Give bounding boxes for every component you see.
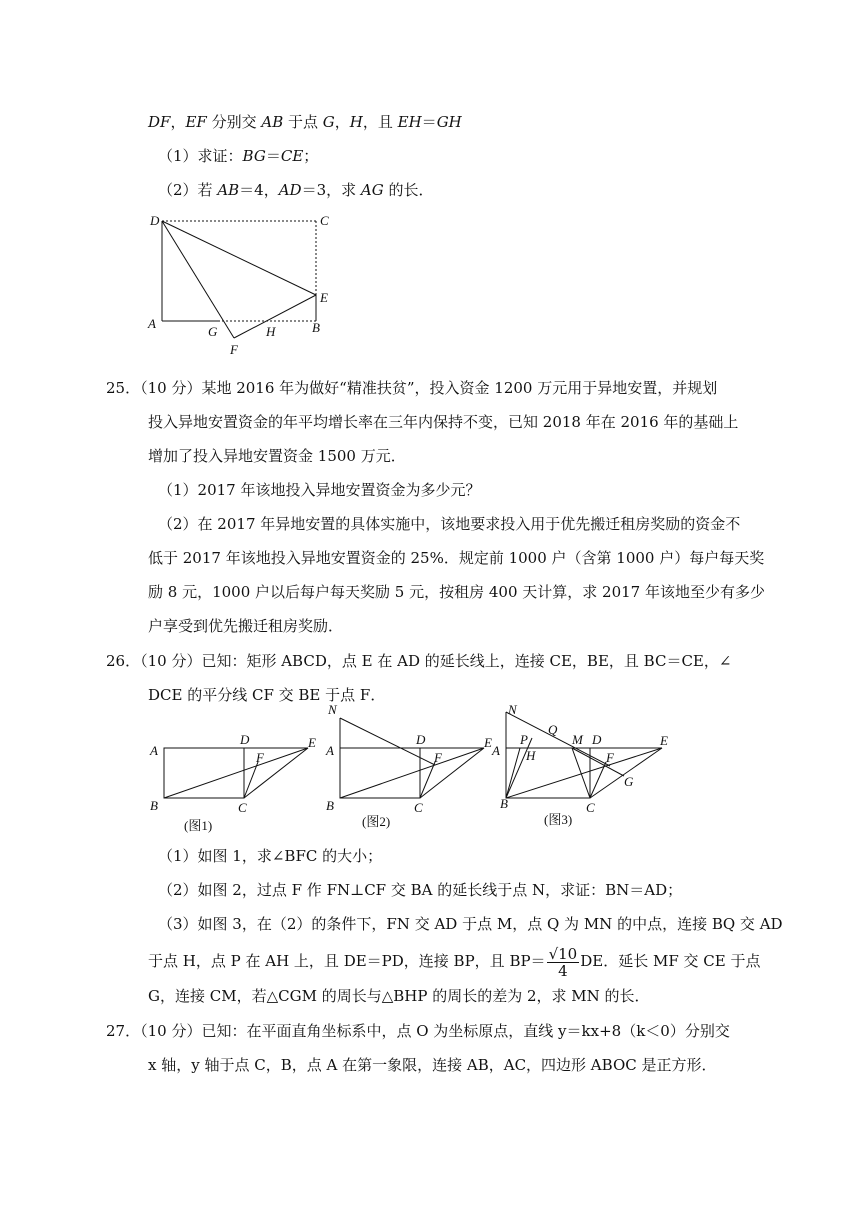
label-D: D bbox=[150, 213, 160, 228]
svg-text:C: C bbox=[238, 800, 247, 815]
svg-text:N: N bbox=[508, 702, 517, 717]
svg-text:B: B bbox=[326, 798, 334, 813]
svg-text:F: F bbox=[434, 750, 442, 765]
svg-text:D: D bbox=[416, 732, 426, 747]
label-F: F bbox=[230, 342, 238, 357]
svg-text:D: D bbox=[592, 732, 602, 747]
svg-text:F: F bbox=[256, 750, 264, 765]
q26-stem2: DCE 的平分线 CF 交 BE 于点 F． bbox=[148, 686, 386, 704]
q26-figures bbox=[140, 700, 720, 835]
svg-text:M: M bbox=[572, 732, 583, 747]
q25-sub2c: 励 8 元，1000 户以后每户每天奖励 5 元，按租房 400 天计算，求 2017 年该地至少有多少 bbox=[148, 583, 765, 601]
label-B: B bbox=[312, 320, 320, 335]
fraction-sqrt10-over-4: $\frac{√10}{4}$ bbox=[548, 944, 578, 980]
q24-sub1: （1）求证：BG＝CE； bbox=[158, 147, 319, 165]
svg-text:D: D bbox=[240, 732, 250, 747]
q26-sub3a: （3）如图 3，在（2）的条件下，FN 交 AD 于点 M，点 Q 为 MN 的中点，连接 BQ 交 AD bbox=[158, 915, 783, 933]
label-G: G bbox=[208, 324, 218, 339]
svg-text:P: P bbox=[520, 732, 528, 747]
label-A: A bbox=[148, 316, 156, 331]
q26-sub3b: 于点 H，点 P 在 AH 上，且 DE＝PD，连接 BP，且 BP＝ $\frac{√10}{4}$ DE．延长 MF 交 CE 于点 bbox=[148, 944, 761, 980]
q27-stem2: x 轴，y 轴于点 C，B，点 A 在第一象限，连接 AB，AC，四边形 ABOC 是正方形． bbox=[148, 1056, 717, 1074]
svg-text:E: E bbox=[660, 733, 668, 748]
q24-sub2: （2）若 AB＝4，AD＝3，求 AG 的长． bbox=[158, 181, 434, 199]
q26-sub2: （2）如图 2，过点 F 作 FN⊥CF 交 BA 的延长线于点 N，求证：BN＝AD； bbox=[158, 881, 683, 899]
q24-figure bbox=[140, 205, 340, 360]
svg-text:G: G bbox=[624, 774, 634, 789]
q26-stem1: 26．（10 分）已知：矩形 ABCD，点 E 在 AD 的延长线上，连接 CE，BE，且 BC＝CE，∠ bbox=[106, 652, 732, 670]
svg-text:(图3): (图3) bbox=[544, 812, 573, 827]
svg-text:B: B bbox=[500, 796, 508, 811]
svg-text:E: E bbox=[484, 735, 492, 750]
svg-text:A: A bbox=[492, 743, 500, 758]
q25-stem2: 投入异地安置资金的年平均增长率在三年内保持不变，已知 2018 年在 2016 年的基础上 bbox=[148, 413, 739, 431]
q25-sub1: （1）2017 年该地投入异地安置资金为多少元？ bbox=[158, 481, 481, 499]
q26-sub1: （1）如图 1，求∠BFC 的大小； bbox=[158, 847, 383, 865]
q25-sub2d: 户享受到优先搬迁租房奖励． bbox=[148, 617, 344, 635]
svg-text:(图2): (图2) bbox=[362, 814, 391, 829]
svg-text:F: F bbox=[606, 750, 614, 765]
q26-figure-3 bbox=[491, 702, 668, 827]
svg-text:C: C bbox=[586, 800, 595, 815]
svg-text:H: H bbox=[526, 748, 536, 763]
q26-sub3c: G，连接 CM，若△CGM 的周长与△BHP 的周长的差为 2，求 MN 的长． bbox=[148, 987, 650, 1005]
q24-line1: DF，EF 分别交 AB 于点 G，H，且 EH＝GH bbox=[148, 113, 462, 131]
q27-stem1: 27．（10 分）已知：在平面直角坐标系中，点 O 为坐标原点，直线 y＝kx+8（k＜0）分别交 bbox=[106, 1022, 730, 1040]
q25-sub2b: 低于 2017 年该地投入异地安置资金的 25%．规定前 1000 户（含第 1000 户）每户每天奖 bbox=[148, 549, 765, 567]
q25-stem1: 25．（10 分）某地 2016 年为做好“精准扶贫”，投入资金 1200 万元用于异地安置，并规划 bbox=[106, 379, 718, 397]
label-H: H bbox=[266, 324, 276, 339]
svg-text:N: N bbox=[328, 702, 337, 717]
q25-stem3: 增加了投入异地安置资金 1500 万元． bbox=[148, 447, 406, 465]
svg-text:Q: Q bbox=[548, 722, 558, 737]
svg-text:A: A bbox=[150, 743, 158, 758]
q26-figure-1 bbox=[149, 732, 316, 833]
q26-figure-2 bbox=[325, 702, 492, 829]
svg-text:E: E bbox=[308, 735, 316, 750]
svg-text:(图1): (图1) bbox=[184, 818, 213, 833]
svg-text:B: B bbox=[150, 798, 158, 813]
svg-text:C: C bbox=[414, 800, 423, 815]
q25-sub2a: （2）在 2017 年异地安置的具体实施中，该地要求投入用于优先搬迁租房奖励的资金不 bbox=[158, 515, 741, 533]
label-C: C bbox=[320, 213, 329, 228]
svg-text:A: A bbox=[326, 743, 334, 758]
label-E: E bbox=[320, 290, 328, 305]
